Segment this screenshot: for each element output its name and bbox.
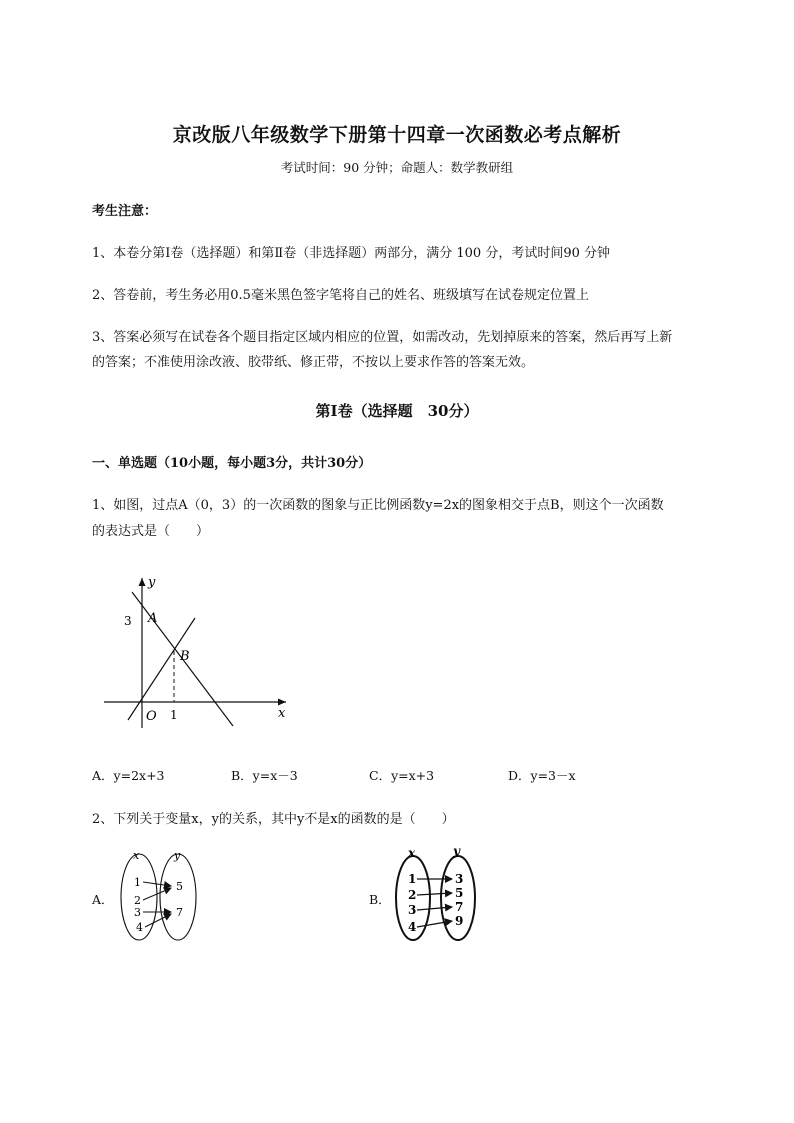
x-value-1: 1	[134, 876, 141, 889]
y-axis-arrow	[139, 578, 146, 586]
x-value-4: 4	[136, 921, 143, 934]
mapping-arrow	[417, 921, 452, 927]
notice-item-3-continued: 的答案；不准使用涂改液、胶带纸、修正带，不按以上要求作答的答案无效。	[92, 355, 535, 370]
x-value-3: 3	[408, 903, 417, 917]
y-value-5: 5	[455, 886, 464, 900]
question-1-stem: 1、如图，过点A（0，3）的一次函数的图象与正比例函数y=2x的图象相交于点B，则这个一次函数	[92, 498, 664, 513]
question-1-stem-continued: 的表达式是（ ）	[92, 524, 210, 539]
range-set-oval	[160, 854, 196, 940]
question-1-option-b: B．y=x－3	[231, 768, 298, 783]
notice-item-2: 2、答卷前，考生务必用0.5毫米黑色签字笔将自己的姓名、班级填写在试卷规定位置上	[92, 288, 589, 303]
x-value-3: 3	[134, 906, 141, 919]
x-tick-label: 1	[170, 708, 178, 722]
y-value-5: 5	[176, 880, 183, 893]
y-tick-label: 3	[124, 614, 132, 628]
proportional-function-line	[128, 618, 195, 720]
origin-label: O	[146, 709, 157, 724]
question-1-option-d: D．y=3－x	[508, 768, 576, 783]
x-value-2: 2	[134, 894, 141, 907]
x-axis-arrow	[278, 699, 286, 706]
part-heading: 一、单选题（10小题，每小题3分，共计30分）	[92, 456, 372, 471]
x-axis-label: x	[278, 706, 286, 721]
mapping-arrow	[417, 907, 452, 910]
y-value-3: 3	[455, 872, 464, 886]
section-title: 第Ⅰ卷（选择题 30分）	[315, 402, 479, 420]
question-1-graph	[98, 570, 298, 735]
mapping-arrow	[417, 893, 452, 895]
set-x-label: x	[408, 846, 416, 860]
question-2-option-a-label: A．	[92, 892, 114, 907]
notice-heading: 考生注意：	[92, 204, 158, 219]
question-2-mapping-a	[115, 845, 205, 950]
point-a-label: A	[148, 611, 158, 626]
question-1-option-c: C．y=x+3	[369, 768, 435, 783]
x-value-1: 1	[408, 872, 417, 886]
question-1-option-a: A．y=2x+3	[92, 768, 165, 783]
mapping-arrow	[143, 882, 171, 886]
document-title: 京改版八年级数学下册第十四章一次函数必考点解析	[172, 124, 622, 146]
x-value-4: 4	[408, 920, 417, 934]
set-x-label: x	[133, 849, 140, 862]
x-value-2: 2	[408, 888, 417, 902]
exam-info: 考试时间：90 分钟；命题人：数学教研组	[280, 160, 514, 175]
y-value-9: 9	[455, 914, 464, 928]
notice-item-1: 1、本卷分第Ⅰ卷（选择题）和第Ⅱ卷（非选择题）两部分，满分 100 分，考试时间90 分钟	[92, 246, 610, 261]
mapping-arrow	[145, 914, 171, 927]
y-value-7: 7	[176, 906, 183, 919]
notice-item-3: 3、答案必须写在试卷各个题目指定区域内相应的位置，如需改动，先划掉原来的答案，然后再写上新	[92, 330, 673, 345]
y-axis-label: y	[148, 575, 156, 590]
question-2-option-b-label: B．	[369, 892, 391, 907]
question-2-mapping-b	[392, 843, 482, 948]
question-2-stem: 2、下列关于变量x，y的关系，其中y不是x的函数的是（ ）	[92, 812, 455, 827]
set-y-label: y	[453, 844, 460, 858]
point-b-label: B	[180, 649, 190, 664]
y-value-7: 7	[455, 900, 464, 914]
set-y-label: y	[174, 849, 181, 862]
